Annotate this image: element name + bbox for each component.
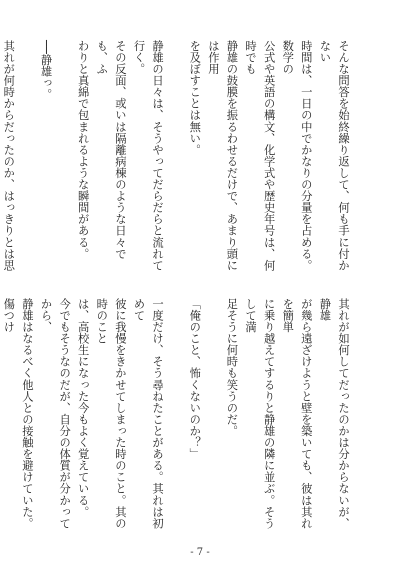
text-line: 足そうに何時も笑うのだ。 bbox=[225, 298, 239, 437]
text-line: 静雄の日々は、そうやってだらだらと流れて行く。 bbox=[132, 40, 165, 271]
text-line: 時間は、一日の中でかなりの分量を占める。数学の bbox=[281, 40, 313, 271]
text-line: 静雄はなるべく他人との接触を避けていた。傷つけ bbox=[2, 298, 34, 529]
text-line: 其れが何時からだったのか、はっきりとは思 bbox=[2, 40, 16, 271]
text-line: に乗り越えてするりと静雄の隣に並ぶ。そうして満 bbox=[244, 298, 276, 529]
text-line: 彼に我慢をきかせてしまった時のこと。其の時のこと bbox=[95, 298, 127, 529]
text-line: 静雄の鼓膜を振るわせるだけで、あまり頭には作用 bbox=[206, 40, 239, 271]
text-line: 一度だけ、そう尋ねたことがある。其れは初めて bbox=[132, 298, 165, 529]
text-line bbox=[55, 40, 74, 280]
text-line: わりと真綿で包まれるような瞬間がある。 bbox=[76, 40, 90, 260]
text-line bbox=[166, 40, 185, 280]
text-line: を及ぼすことは無い。 bbox=[188, 40, 202, 156]
text-line: 公式や英語の構文、化学式や歴史年号は、何時でも bbox=[244, 40, 276, 271]
text-line: そんな問答を始終繰り返して、何も手に付かない bbox=[318, 40, 350, 271]
text-line: 「俺のこと、怖くないのか？」 bbox=[188, 298, 202, 460]
text-line bbox=[203, 298, 222, 532]
lower-text-block bbox=[2, 298, 352, 532]
text-line bbox=[17, 40, 36, 280]
page-number: - 7 - bbox=[190, 547, 210, 558]
lower-vertical-text bbox=[2, 298, 352, 532]
upper-vertical-text bbox=[2, 40, 352, 280]
text-line: ──静雄っ。 bbox=[39, 40, 53, 101]
text-line: は、高校生になった今もよく覚えている。 bbox=[76, 298, 90, 518]
text-line: が幾ら遠ざけようと壁を築いても、彼は其れを簡単 bbox=[281, 298, 313, 529]
text-line bbox=[166, 298, 185, 532]
upper-text-block bbox=[2, 40, 352, 280]
text-line: 其れが如何してだったのかは分からないが、静雄 bbox=[318, 298, 350, 529]
text-line: 今でもそうなのだが、自分の体質が分かってから、 bbox=[39, 298, 72, 529]
text-line: その反面、或いは隔離病棟のような日々でも、ふ bbox=[95, 40, 127, 260]
